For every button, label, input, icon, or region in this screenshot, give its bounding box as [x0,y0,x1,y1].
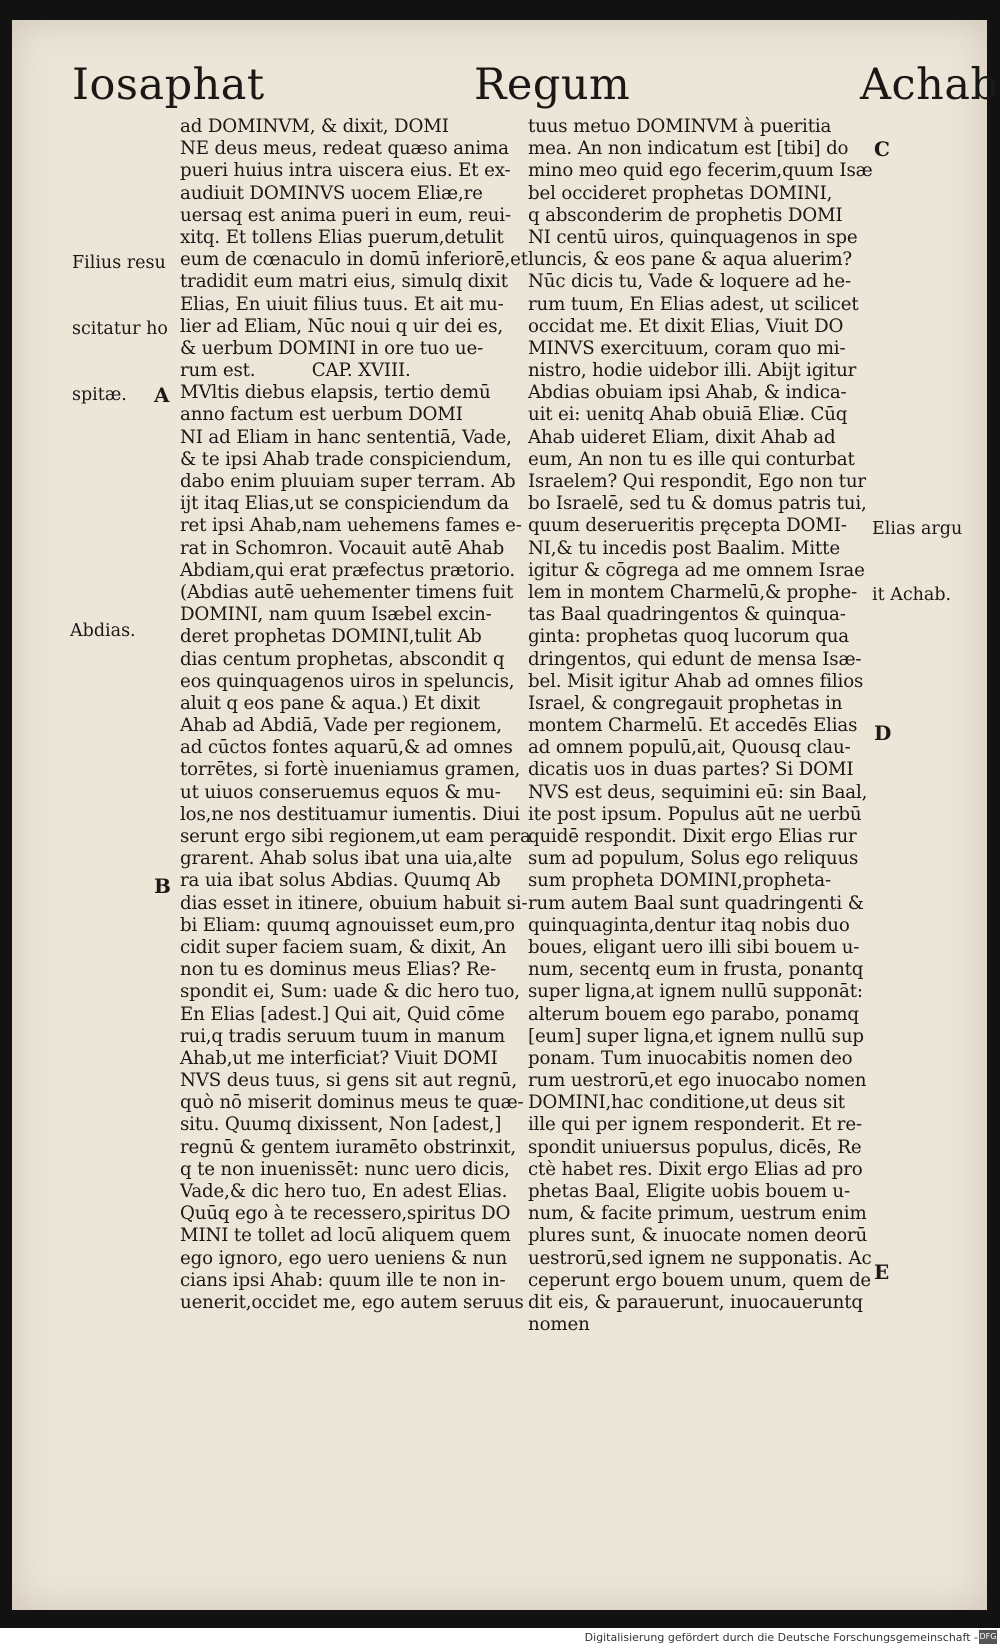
text-line: MINI te tollet ad locū aliquem quem [180,1225,511,1247]
text-line: NI,& tu incedis post Baalim. Mitte [528,537,840,559]
text-line: DOMINI,hac conditione,ut deus sit [528,1092,845,1114]
text-line: uenerit,occidet me, ego autem seruus [180,1291,524,1313]
text-line: ego ignoro, ego uero ueniens & nun [180,1247,508,1269]
text-line: phetas Baal, Eligite uobis bouem u- [528,1181,850,1202]
text-line: lier ad Eliam, Nūc noui q uir dei es, [180,315,504,337]
text-line: NI centū uiros, quinquagenos in spe [528,226,858,248]
text-line: DOMINI, nam quum Isæbel excin- [180,604,492,626]
text-line: quinquaginta,dentur itaq nobis duo [528,914,850,936]
section-mark-c: C [874,137,890,161]
text-line: ijt itaq Elias,ut se conspiciendum da [180,493,509,515]
text-line: ad omnem populū,ait, Quousq clau- [528,737,851,759]
margin-gloss-abdias [70,576,136,686]
text-line: ponam. Tum inuocabitis nomen deo [528,1047,853,1069]
text-line: luncis, & eos pane & aqua aluerim? [528,249,853,271]
text-line: sum ad populum, Solus ego reliquus [528,848,859,870]
text-line: sum propheta DOMINI,propheta- [528,870,831,892]
text-line: bi Eliam: quumq agnouisset eum,pro [180,914,515,936]
text-line: occidat me. Et dixit Elias, Viuit DO [528,315,844,337]
text-line: montem Charmelū. Et accedēs Elias [528,715,858,737]
text-line: regnū & gentem iuramēto obstrinxit, [180,1136,516,1158]
text-line: mino meo quid ego fecerim,quum Isæ [528,160,873,182]
text-line: q te non inuenissēt: nunc uero dicis, [180,1158,510,1180]
funding-credit: Digitalisierung gefördert durch die Deutsche Forschungsgemeinschaft - [584,1631,978,1644]
text-line: rat in Schomron. Vocauit autē Ahab [180,537,505,559]
text-line: [eum] super ligna,et ignem nullū sup [528,1025,864,1047]
section-mark-a: A [154,383,170,407]
text-line: non tu es dominus meus Elias? Re- [180,959,497,981]
text-line: dias centum prophetas, abscondit q [180,648,505,670]
text-line: bel occideret prophetas DOMINI, [528,182,833,204]
text-line: xitq. Et tollens Elias puerum,detulit [180,226,504,248]
text-column-right [528,116,873,1336]
text-line: dicatis uos in duas partes? Si DOMI [528,759,854,781]
text-line: ceperunt ergo bouem unum, quem de [528,1269,872,1291]
text-line: ctè habet res. Dixit ergo Elias ad pro [528,1158,863,1180]
text-line: dringentos, qui edunt de mensa Isæ- [528,648,862,670]
text-line: ra uia ibat solus Abdias. Quumq Ab [180,870,501,892]
text-line: tradidit eum matri eius, simulq dixit [180,271,508,293]
gloss-line: Filius resu [72,253,166,273]
text-line: Ahab uideret Eliam, dixit Ahab ad [528,426,836,448]
text-line: cidit super faciem suam, & dixit, An [180,936,507,958]
text-line: mea. An non indicatum est [tibi] do [528,138,849,160]
text-line: bel. Misit igitur Ahab ad omnes filios [528,670,864,692]
text-line: nistro, hodie uidebor illi. Abijt igitur [528,360,857,382]
text-line: lem in montem Charmelū,& prophe- [528,581,858,603]
text-line: & uerbum DOMINI in ore tuo ue- [180,337,484,359]
text-line: rui,q tradis seruum tuum in manum [180,1025,505,1047]
text-line: quum deserueritis pręcepta DOMI- [528,515,847,537]
text-line: Elias, En uiuit filius tuus. Et ait mu- [180,293,504,315]
text-line: ad DOMINVM, & dixit, DOMI [180,116,449,137]
text-line: ite post ipsum. Populus aūt ne uerbū [528,803,862,825]
section-mark-d: D [874,721,892,745]
text-line: ret ipsi Ahab,nam uehemens fames e- [180,515,522,537]
text-line: tuus metuo DOMINVM à pueritia [528,116,832,137]
text-line: audiuit DOMINVS uocem Eliæ,re [180,182,483,204]
text-line: NI ad Eliam in hanc sententiā, Vade, [180,426,512,448]
text-line: eos quinquagenos uiros in speluncis, [180,670,515,692]
text-line: quò nō miserit dominus meus te quæ- [180,1092,524,1114]
text-line: bo Israelē, sed tu & domus patris tui, [528,493,867,515]
gloss-line: it Achab. [872,585,952,605]
margin-gloss-filius [72,208,168,450]
text-line: Ahab,ut me interficiat? Viuit DOMI [180,1047,498,1069]
text-line: & te ipsi Ahab trade conspiciendum, [180,448,512,470]
text-line: tas Baal quadringentos & quinqua- [528,604,846,626]
dfg-logo: DFG [979,1630,997,1644]
text-line: alterum bouem ego parabo, ponamq [528,1003,859,1025]
text-line: deret prophetas DOMINI,tulit Ab [180,626,482,648]
text-line: Vade,& dic hero tuo, En adest Elias. [180,1181,508,1202]
text-line: dit eis, & parauerunt, inuocaueruntq [528,1291,863,1313]
text-line: super ligna,at ignem nullū supponāt: [528,981,863,1003]
text-line: Israel, & congregauit prophetas in [528,692,843,714]
section-mark-b: B [154,874,171,898]
text-line: ille qui per ignem responderit. Et re- [528,1114,862,1136]
text-line: torrētes, si fortè inueniamus gramen, [180,759,521,781]
text-line: uestrorū,sed ignem ne supponatis. Ac [528,1247,872,1269]
text-line: serunt ergo sibi regionem,ut eam pera [180,826,531,847]
text-line: ut uiuos conseruemus equos & mu- [180,781,501,803]
text-line: pueri huius intra uiscera eius. Et ex- [180,160,511,182]
text-line: spondit uniuersus populus, dicēs, Re [528,1136,862,1158]
text-line: Ahab ad Abdiā, Vade per regionem, [180,715,502,737]
text-column-left [180,116,531,1314]
text-line: En Elias [adest.] Qui ait, Quid cōme [180,1003,505,1025]
text-line: ginta: prophetas quoq lucorum qua [528,626,849,648]
gloss-line: Abdias. [70,621,136,641]
text-line: quidē respondit. Dixit ergo Elias rur [528,826,857,847]
gloss-line: Elias argu [872,519,963,539]
text-line: uersaq est anima pueri in eum, reui- [180,204,511,226]
text-line: rum tuum, En Elias adest, ut scilicet [528,293,859,315]
running-head-left: Iosaphat [72,60,265,110]
text-line: NE deus meus, redeat quæso anima [180,138,509,160]
text-line: nomen [528,1314,590,1336]
text-line: Abdias obuiam ipsi Ahab, & indica- [528,382,847,404]
text-line: rum autem Baal sunt quadringenti & [528,892,864,914]
text-line: MINVS exercituum, coram quo mi- [528,337,846,359]
text-line: Abdiam,qui erat præfectus prætorio. [180,559,516,581]
text-line: dabo enim pluuiam super terram. Ab [180,471,516,492]
text-line: uit ei: uenitq Ahab obuiā Eliæ. Cūq [528,404,848,426]
margin-gloss-elias [872,474,962,650]
text-line: spondit ei, Sum: uade & dic hero tuo, [180,981,520,1003]
book-page [12,20,999,1610]
text-line: eum de cœnaculo in domū inferiorē,et [180,249,528,271]
text-line: cians ipsi Ahab: quum ille te non in- [180,1269,506,1291]
section-mark-e: E [874,1260,890,1284]
gloss-line: spitæ. [72,385,127,405]
text-line: anno factum est uerbum DOMI [180,404,463,426]
text-line: aluit q eos pane & aqua.) Et dixit [180,692,481,714]
text-line: Quūq ego à te recessero,spiritus DO [180,1203,511,1225]
text-line: q absconderim de prophetis DOMI [528,204,843,226]
text-line: boues, eligant uero illi sibi bouem u- [528,936,860,958]
gloss-line: scitatur ho [72,319,168,339]
text-line: grarent. Ahab solus ibat una uia,alte [180,848,513,870]
text-line: eum, An non tu es ille qui conturbat [528,448,855,470]
text-line: los,ne nos destituamur iumentis. Diui [180,803,520,825]
text-line: Nūc dicis tu, Vade & loquere ad he- [528,271,851,293]
text-line: rum uestrorū,et ego inuocabo nomen [528,1070,867,1092]
text-line: igitur & cōgrega ad me omnem Israe [528,559,865,581]
text-line: num, & facite primum, uestrum enim [528,1203,867,1225]
text-line: Israelem? Qui respondit, Ego non tur [528,471,866,492]
text-line: num, secentq eum in frusta, ponantq [528,959,864,981]
text-line: (Abdias autē uehementer timens fuit [180,581,514,603]
running-head-center: Regum [474,60,631,110]
text-line: plures sunt, & inuocate nomen deorū [528,1225,868,1247]
text-line: dias esset in itinere, obuium habuit si- [180,892,528,914]
text-line: ad cūctos fontes aquarū,& ad omnes [180,737,513,759]
text-line: NVS est deus, sequimini eū: sin Baal, [528,781,868,803]
text-line: rum est. CAP. XVIII. [180,360,411,382]
text-line: MVltis diebus elapsis, tertio demū [180,382,491,404]
text-line: situ. Quumq dixissent, Non [adest,] [180,1114,502,1136]
text-line: NVS deus tuus, si gens sit aut regnū, [180,1070,517,1092]
running-head-right: Achab [860,60,999,110]
